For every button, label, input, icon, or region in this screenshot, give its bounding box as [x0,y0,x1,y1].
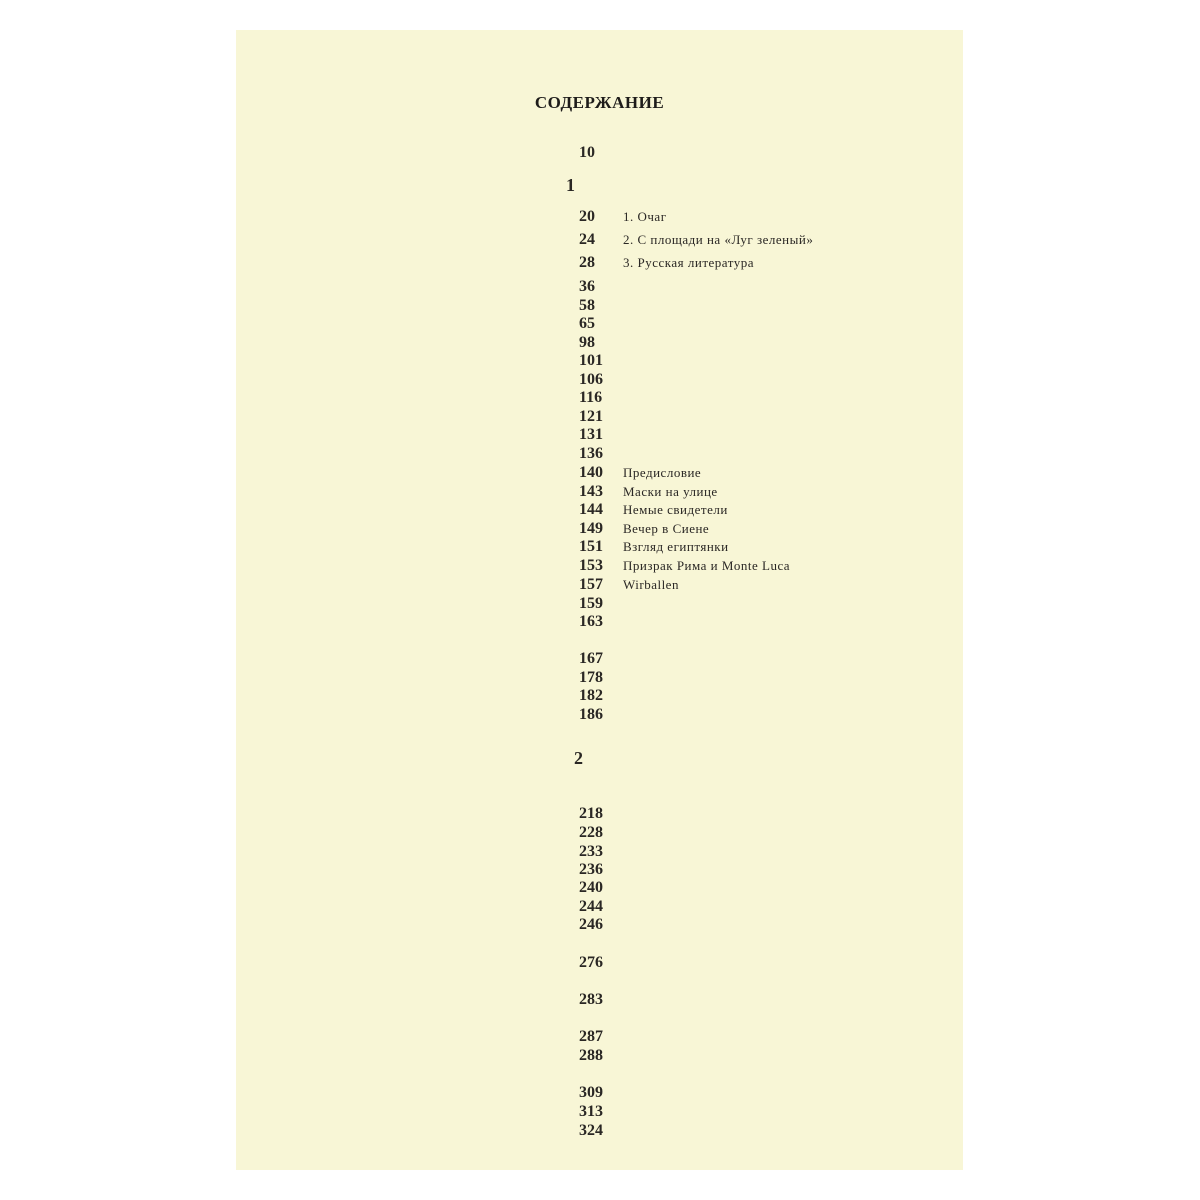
toc-page-number: 276 [579,954,603,971]
toc-page-number: 228 [579,824,603,841]
toc-subtitle: Вечер в Сиене [623,521,710,536]
toc-page-number: 151 [579,538,603,555]
toc-page-number: 10 [579,144,595,161]
toc-page-number: 182 [579,687,603,704]
toc-page-number: 106 [579,371,603,388]
toc-page-number: 65 [579,315,595,332]
page-heading: СОДЕРЖАНИЕ [534,93,665,112]
toc-subtitle: Призрак Рима и Monte Luca [623,558,791,573]
toc-subtitle: Взгляд египтянки [623,539,729,554]
toc-page-number: 98 [579,334,595,351]
toc-page-number: 287 [579,1028,603,1045]
toc-page-number: 233 [579,843,603,860]
toc-page-number: 236 [579,861,603,878]
toc-page-number: 143 [579,483,603,500]
toc-page-number: 116 [579,389,603,406]
toc-page-number: 283 [579,991,603,1008]
part-number-1: 1 [566,175,575,195]
toc-subtitle: 3. Русская литература [623,255,754,270]
toc-page-number: 157 [579,576,603,593]
toc-page-number: 246 [579,916,603,933]
book-page [236,30,963,1170]
part-number-2: 2 [574,748,583,768]
toc-page-number: 121 [579,408,603,425]
toc-page-number: 244 [579,898,603,915]
toc-page-number: 101 [579,352,603,369]
toc-subtitle: Предисловие [623,465,702,480]
toc-page-number: 136 [579,445,603,462]
toc-page-number: 163 [579,613,603,630]
toc-page-number: 28 [579,254,595,271]
toc-subtitle: Немые свидетели [623,502,728,517]
toc-page-number: 58 [579,297,595,314]
toc-page-number: 324 [579,1122,603,1139]
toc-page-number: 36 [579,278,595,295]
toc-page-number: 159 [579,595,603,612]
toc-page-number: 240 [579,879,603,896]
toc-page-number: 288 [579,1047,603,1064]
toc-page-number: 218 [579,805,603,822]
toc-page-number: 178 [579,669,603,686]
toc-page-number: 186 [579,706,603,723]
toc-subtitle: Маски на улице [623,484,718,499]
toc-page-number: 149 [579,520,603,537]
toc-page-number: 140 [579,464,603,481]
toc-page-number: 313 [579,1103,603,1120]
toc-page-number: 167 [579,650,603,667]
toc-subtitle: 2. С площади на «Луг зеленый» [623,232,814,247]
toc-subtitle: 1. Очаг [623,209,667,224]
toc-page-number: 131 [579,426,603,443]
toc-page-number: 153 [579,557,603,574]
toc-page-number: 144 [579,501,603,518]
toc-page-number: 20 [579,208,595,225]
toc-page-number: 24 [579,231,595,248]
toc-subtitle: Wirballen [623,577,679,592]
toc-page-number: 309 [579,1084,603,1101]
